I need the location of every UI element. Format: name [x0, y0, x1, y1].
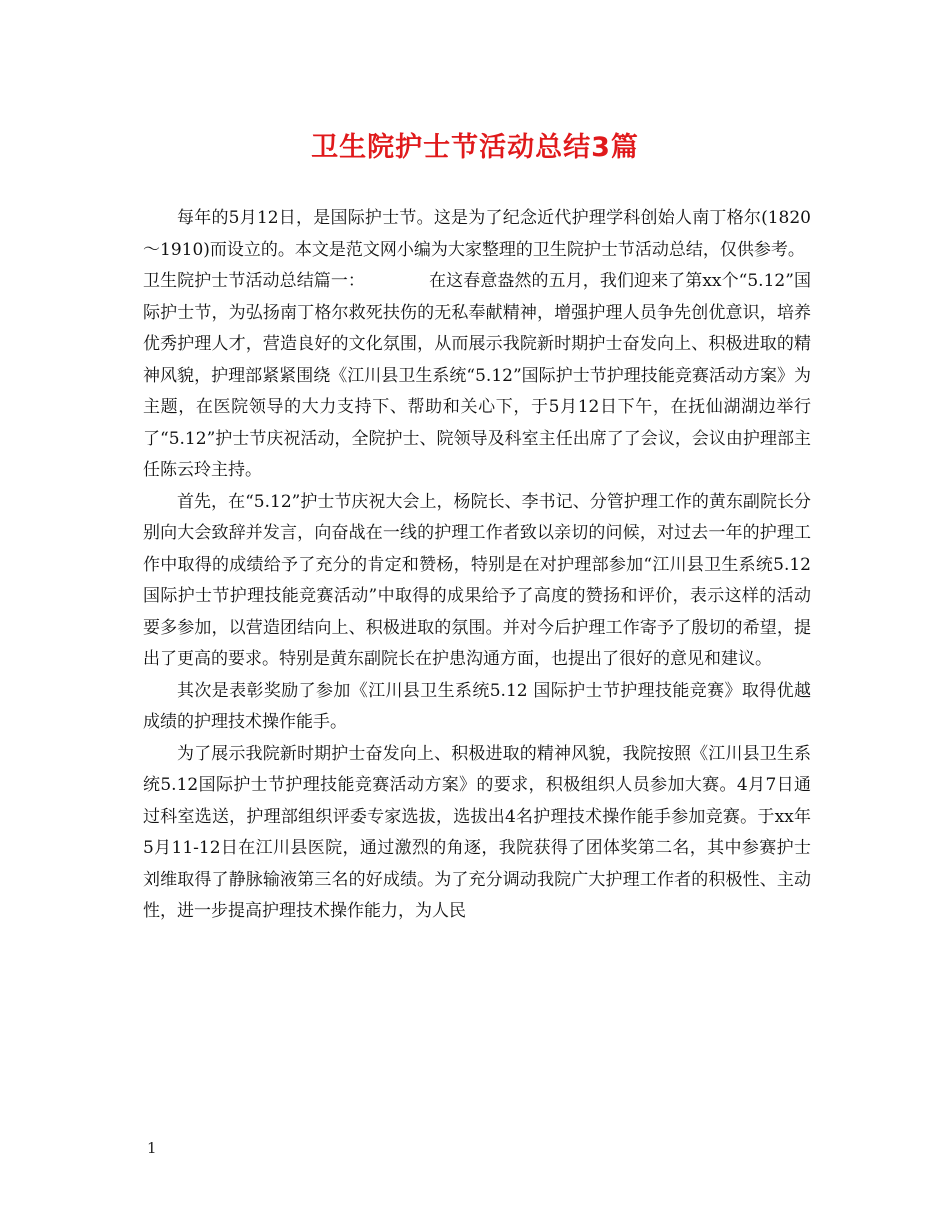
paragraph-second: 其次是表彰奖励了参加《江川县卫生系统5.12 国际护士节护理技能竞赛》取得优越成绩的护理技术操作能手。: [143, 680, 811, 732]
page-number: 1: [147, 1139, 157, 1157]
paragraph-competition: 为了展示我院新时期护士奋发向上、积极进取的精神风貌，我院按照《江川县卫生系统5.12国际护士节护理技能竞赛活动方案》的要求，积极组织人员参加大赛。4月7日通过科室选送，护理部组织评委专家选拔，选拔出4名护理技术操作能手参加竞赛。于xx年5月11-12日在江川县医院，通过激烈的角逐，我院获得了团体奖第二名，其中参赛护士刘维取得了静脉输液第三名的好成绩。为了充分调动我院广大护理工作者的积极性、主动性，进一步提高护理技术操作能力，为人民: [143, 743, 811, 921]
section-heading-part-one: 卫生院护士节活动总结篇一：: [143, 271, 366, 291]
paragraph-intro: 每年的5月12日，是国际护士节。这是为了纪念近代护理学科创始人南丁格尔(1820～1910)而设立的。本文是范文网小编为大家整理的卫生院护士节活动总结，仅供参考。: [143, 208, 811, 260]
paragraph-part-one: [143, 266, 811, 487]
paragraph-part-one-text: 在这春意盎然的五月，我们迎来了第xx个“5.12”国际护士节，为弘扬南丁格尔救死扶伤的无私奉献精神，增强护理人员争先创优意识，培养优秀护理人才，营造良好的文化氛围，从而展示我院新时期护士奋发向上、积极进取的精神风貌，护理部紧紧围绕《江川县卫生系统“5.12”国际护士节护理技能竞赛活动方案》为主题，在医院领导的大力支持下、帮助和关心下，于5月12日下午，在抚仙湖湖边举行了“5.12”护士节庆祝活动，全院护士、院领导及科室主任出席了了会议，会议由护理部主任陈云玲主持。: [143, 271, 811, 480]
paragraph-first: 首先，在“5.12”护士节庆祝大会上，杨院长、李书记、分管护理工作的黄东副院长分别向大会致辞并发言，向奋战在一线的护理工作者致以亲切的问候，对过去一年的护理工作中取得的成绩给予了充分的肯定和赞杨，特别是在对护理部参加“江川县卫生系统5.12国际护士节护理技能竞赛活动”中取得的成果给予了高度的赞扬和评价，表示这样的活动要多参加，以营造团结向上、积极进取的氛围。并对今后护理工作寄予了殷切的希望，提出了更高的要求。特别是黄东副院长在护患沟通方面，也提出了很好的意见和建议。: [143, 491, 811, 669]
document-body: [143, 203, 811, 928]
document-title: 卫生院护士节活动总结3篇: [311, 132, 639, 163]
